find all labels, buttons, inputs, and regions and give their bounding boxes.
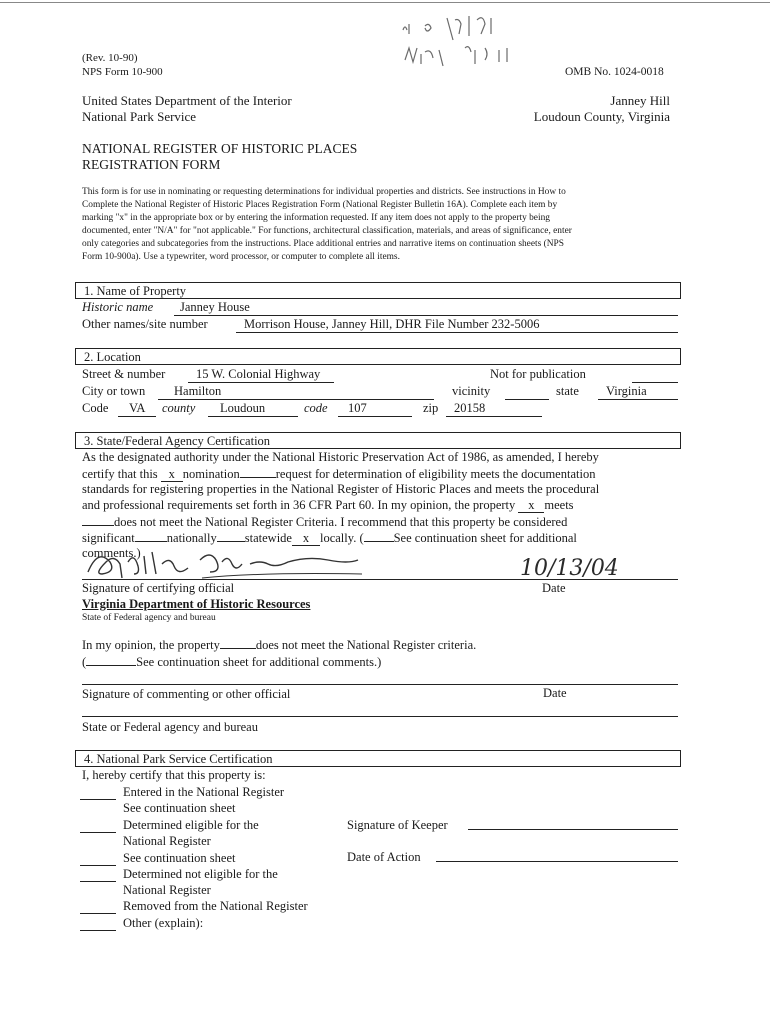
county-code-line [338, 416, 412, 417]
nps-item-not-eligible-nr: National Register [123, 883, 211, 897]
comment-signature-label: Signature of commenting or other official [82, 687, 291, 701]
nps-blank-entered[interactable] [80, 799, 116, 800]
omb-number: OMB No. 1024-0018 [565, 66, 664, 78]
section1-heading: 1. Name of Property [84, 284, 187, 298]
code-value[interactable]: VA [129, 401, 146, 415]
code-label: Code [82, 401, 109, 415]
city-value[interactable]: Hamilton [174, 384, 222, 398]
agency-label: State of Federal agency and bureau [82, 613, 216, 623]
does-not-meet-blank[interactable] [82, 513, 114, 526]
form-number: NPS Form 10-900 [82, 66, 163, 78]
historic-name-label: Historic name [82, 300, 154, 314]
nps-blank-other[interactable] [80, 930, 116, 931]
cert-line4 [82, 497, 574, 513]
rev-label: (Rev. 10-90) [82, 52, 138, 64]
nps-item-eligible: Determined eligible for the [123, 818, 259, 832]
official-signature-scrawl [82, 542, 372, 582]
section3-heading: 3. State/Federal Agency Certification [84, 434, 271, 448]
certification-date-handwritten[interactable]: 10/13/04 [520, 556, 619, 581]
county-label: county [162, 401, 196, 415]
state-value[interactable]: Virginia [606, 384, 647, 398]
dept-name: United States Department of the Interior [82, 93, 292, 108]
historic-name-value[interactable]: Janney House [180, 300, 250, 314]
county-code-label: code [304, 401, 328, 415]
county-state: Loudoun County, Virginia [533, 109, 670, 124]
comment-agency-label: State or Federal agency and bureau [82, 720, 258, 734]
zip-value[interactable]: 20158 [454, 401, 486, 415]
street-label: Street & number [82, 367, 166, 381]
form-title-line1: NATIONAL REGISTER OF HISTORIC PLACES [82, 141, 358, 156]
opinion-line2-b: See continuation sheet for additional comments.) [136, 655, 382, 669]
opinion-line2-a: ( [82, 655, 87, 669]
instructions-line: only categories and subcategories from the instructions. Place additional entries and narrative items on continuation sheets (NPS [82, 239, 564, 249]
nps-item-continuation-2: See continuation sheet [123, 851, 236, 865]
nps-item-eligible-nr: National Register [123, 834, 211, 848]
nps-blank-continuation-2[interactable] [80, 865, 116, 866]
opinion-meets-blank[interactable] [220, 636, 256, 649]
locally-label: locally. ( [319, 531, 364, 545]
opinion-line1 [82, 636, 476, 653]
city-line [158, 399, 434, 400]
state-label: state [556, 384, 579, 398]
request-blank[interactable] [240, 465, 276, 478]
cert-line5-text: does not meet the National Register Criteria. I recommend that this property be considered [114, 515, 568, 529]
nps-item-continuation-1: See continuation sheet [123, 801, 236, 815]
nps-cert-intro: I, hereby certify that this property is: [82, 768, 266, 782]
property-short-name: Janney Hill [610, 93, 670, 108]
statewide-label: statewide [244, 531, 292, 545]
cert-line5 [82, 513, 567, 530]
county-code-value[interactable]: 107 [348, 401, 367, 415]
county-line [208, 416, 298, 417]
nps-blank-eligible[interactable] [80, 832, 116, 833]
statewide-blank[interactable] [217, 529, 245, 542]
nps-item-removed: Removed from the National Register [123, 899, 308, 913]
cert-line2 [82, 465, 595, 482]
keeper-signature-line[interactable] [468, 829, 678, 830]
cert-line2-b: nomination [182, 467, 240, 481]
comment-agency-line [82, 716, 678, 717]
official-signature-label: Signature of certifying official [82, 581, 235, 595]
instructions-line: documented, enter "N/A" for "not applicable." For functions, architectural classification, materials, and areas of significance, enter [82, 226, 572, 236]
certification-date-label: Date [542, 581, 566, 595]
locally-mark[interactable]: x [292, 532, 320, 546]
cert-line7: comments.) [82, 546, 141, 560]
opinion-continuation-blank[interactable] [86, 653, 136, 666]
nps-item-other: Other (explain): [123, 916, 204, 930]
city-label: City or town [82, 384, 146, 398]
cert-line3: standards for registering properties in the National Register of Historic Places and meets the procedural [82, 482, 600, 496]
instructions-line: marking "x" in the appropriate box or by entering the information requested. If any item does not apply to the property being [82, 213, 550, 223]
continuation-label: See continuation sheet for additional [393, 531, 577, 545]
section4-heading: 4. National Park Service Certification [84, 752, 273, 766]
form-title-line2: REGISTRATION FORM [82, 157, 221, 172]
date-of-action-line[interactable] [436, 861, 678, 862]
nationally-blank[interactable] [135, 529, 167, 542]
other-names-label: Other names/site number [82, 317, 208, 331]
nomination-mark[interactable]: x [161, 468, 183, 482]
handwritten-stamp-marks [395, 10, 535, 80]
opinion-line1-b: does not meet the National Register criteria. [255, 638, 477, 652]
cert-line4-b: meets [544, 498, 574, 512]
cert-line1: As the designated authority under the National Historic Preservation Act of 1986, as amended, I hereby [82, 450, 599, 464]
not-for-publication-label: Not for publication [490, 367, 586, 381]
nps-item-not-eligible: Determined not eligible for the [123, 867, 278, 881]
continuation-blank[interactable] [364, 529, 394, 542]
comment-signature-line [82, 684, 678, 685]
significant-label: significant [82, 531, 135, 545]
nps-item-entered: Entered in the National Register [123, 785, 285, 799]
agency-name: Virginia Department of Historic Resources [82, 597, 311, 611]
cert-line2-c: request for determination of eligibility meets the documentation [275, 467, 596, 481]
zip-line [446, 416, 542, 417]
opinion-line2 [82, 653, 381, 670]
nps-blank-not-eligible[interactable] [80, 881, 116, 882]
county-value[interactable]: Loudoun [220, 401, 266, 415]
keeper-signature-label: Signature of Keeper [347, 818, 448, 832]
state-line [598, 399, 678, 400]
code-line [118, 416, 156, 417]
meets-mark[interactable]: x [518, 499, 544, 513]
comment-date-label: Date [543, 686, 567, 700]
service-name: National Park Service [82, 109, 197, 124]
other-names-line [236, 332, 678, 333]
street-value[interactable]: 15 W. Colonial Highway [196, 367, 321, 381]
nps-blank-removed[interactable] [80, 913, 116, 914]
instructions-line: Form 10-900a). Use a typewriter, word processor, or computer to complete all items. [82, 252, 400, 262]
other-names-value[interactable]: Morrison House, Janney Hill, DHR File Number 232-5006 [244, 317, 540, 331]
instructions-paragraph [82, 186, 674, 264]
scan-top-edge [0, 2, 770, 3]
instructions-line: This form is for use in nominating or requesting determinations for individual properties and districts. See instructions in How to [82, 187, 566, 197]
section2-heading-box [75, 348, 681, 365]
vicinity-line [505, 399, 549, 400]
zip-label: zip [423, 401, 439, 415]
nationally-label: nationally [166, 531, 217, 545]
opinion-line1-a: In my opinion, the property [82, 638, 220, 652]
cert-line4-a: and professional requirements set forth in 36 CFR Part 60. In my opinion, the property [82, 498, 516, 512]
cert-line2-a: certify that this [82, 467, 158, 481]
date-of-action-label: Date of Action [347, 850, 421, 864]
vicinity-label: vicinity [452, 384, 491, 398]
section2-heading: 2. Location [84, 350, 141, 364]
instructions-line: Complete the National Register of Historic Places Registration Form (National Register Bulletin 16A). Complete each item by [82, 200, 558, 210]
